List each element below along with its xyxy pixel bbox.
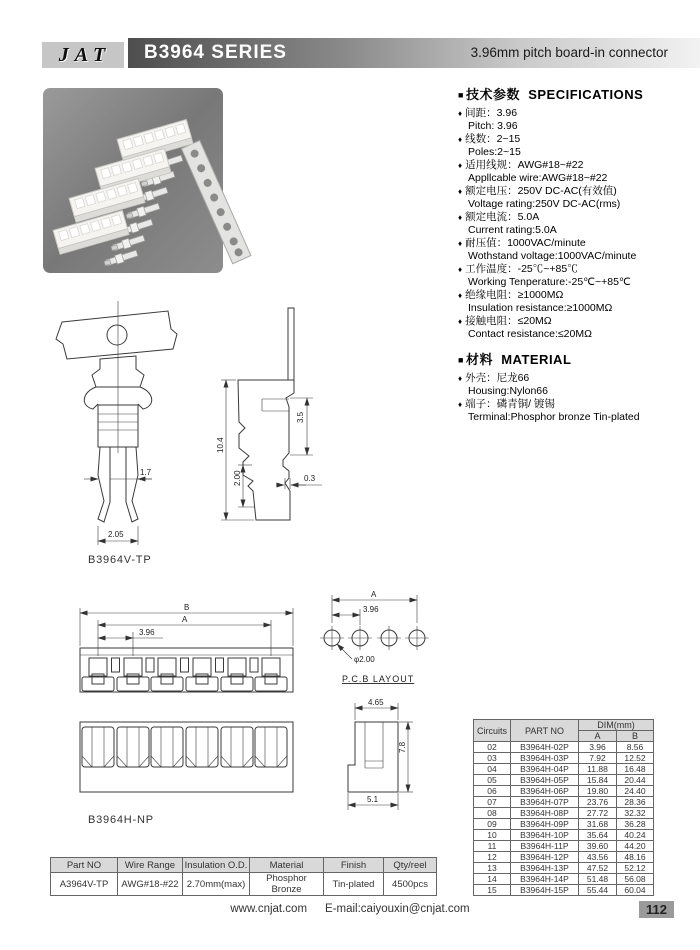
page-number-badge: 112 (639, 901, 674, 918)
material-heading: ■ 材料 MATERIAL (458, 352, 572, 367)
diamond-bullet-icon: ♦ (458, 213, 463, 222)
diamond-bullet-icon: ♦ (458, 317, 463, 326)
col-header-part-no: PART NO (511, 720, 579, 742)
dim-label: φ2.00 (354, 655, 375, 664)
spec-item: ♦ 端子：磷青铜/ 镀锡 Terminal:Phosphor bronze Tin-plated (458, 398, 640, 423)
dim-label: 5.1 (367, 795, 379, 804)
specifications-panel (458, 84, 700, 424)
col-header-wire-range: Wire Range (118, 858, 183, 873)
table-row: A3964V-TP AWG#18-#22 2.70mm(max) Phosphor Bronze Tin-plated 4500pcs (51, 873, 437, 896)
diamond-bullet-icon: ♦ (458, 135, 463, 144)
col-header-finish: Finish (324, 858, 384, 873)
product-photo (43, 88, 223, 273)
dim-label: 2.00 (233, 470, 242, 486)
table-row: 04 B3964H-04P 11.88 16.48 (474, 764, 654, 775)
series-title: B3964 SERIES (144, 42, 287, 63)
col-header-qty-reel: Qty/reel (384, 858, 437, 873)
specifications-heading: ■ 技术参数 SPECIFICATIONS (458, 87, 644, 102)
brand-logo-text: JAT (58, 43, 112, 66)
diamond-bullet-icon: ♦ (458, 291, 463, 300)
material-list (458, 372, 700, 423)
specifications-list (458, 107, 700, 340)
col-header-material: Material (250, 858, 324, 873)
dim-label: 2.05 (108, 530, 124, 539)
table-row: 13 B3964H-13P 47.52 52.12 (474, 863, 654, 874)
dim-label: 4.65 (368, 698, 384, 707)
diamond-bullet-icon: ♦ (458, 187, 463, 196)
table-row: 12 B3964H-12P 43.56 48.16 (474, 852, 654, 863)
diamond-bullet-icon: ♦ (458, 374, 463, 383)
table-row: 14 B3964H-14P 51.48 56.08 (474, 874, 654, 885)
pcb-layout-label: P.C.B LAYOUT (342, 674, 415, 684)
spec-item: ♦ 线数：2~15 Poles:2~15 (458, 133, 521, 158)
dim-label: 3.96 (363, 605, 379, 614)
footer (0, 903, 700, 915)
brand-logo (42, 42, 124, 68)
diamond-bullet-icon: ♦ (458, 265, 463, 274)
spec-item: ♦ 工作温度：-25℃~+85℃ Working Tenperature:-25℃~+85℃ (458, 263, 631, 288)
dim-label: 0.3 (304, 474, 316, 483)
pcb-layout-drawing (300, 590, 465, 830)
dim-label: A (371, 590, 377, 599)
square-bullet-icon: ■ (458, 355, 464, 365)
dim-label: 10.4 (216, 437, 225, 453)
housing-drawing-label: B3964H-NP (88, 814, 154, 826)
page-subtitle: 3.96mm pitch board-in connector (470, 45, 668, 60)
table-row: 09 B3964H-09P 31.68 36.28 (474, 819, 654, 830)
dim-label: 1.7 (140, 468, 152, 477)
table-row: 08 B3964H-08P 27.72 32.32 (474, 808, 654, 819)
square-bullet-icon: ■ (458, 90, 464, 100)
table-row: 06 B3964H-06P 19.80 24.40 (474, 786, 654, 797)
diamond-bullet-icon: ♦ (458, 400, 463, 409)
table-row: 11 B3964H-11P 39.60 44.20 (474, 841, 654, 852)
terminal-spec-table (50, 857, 437, 896)
diamond-bullet-icon: ♦ (458, 161, 463, 170)
spec-item: ♦ 接触电阻：≤20MΩ Contact resistance:≤20MΩ (458, 315, 592, 340)
terminal-drawing (40, 295, 340, 575)
spec-item: ♦ 适用线规：AWG#18~#22 Appllcable wire:AWG#18~#22 (458, 159, 608, 184)
table-row: 10 B3964H-10P 35.64 40.24 (474, 830, 654, 841)
spec-item: ♦ 绝缘电阻：≥1000MΩ Insulation resistance:≥1000MΩ (458, 289, 613, 314)
table-row: 03 B3964H-03P 7.92 12.52 (474, 753, 654, 764)
diamond-bullet-icon: ♦ (458, 239, 463, 248)
spec-item: ♦ 间距：3.96 Pitch: 3.96 (458, 107, 518, 132)
table-row: 02 B3964H-02P 3.96 8.56 (474, 742, 654, 753)
dim-label: 3.96 (139, 628, 155, 637)
dim-label: B (184, 603, 190, 612)
pcb-holes (320, 626, 429, 650)
col-header-circuits: Circuits (474, 720, 511, 742)
material-panel (458, 349, 700, 423)
col-header-part-no: Part NO (51, 858, 118, 873)
footer-email: E-mail:caiyouxin@cnjat.com (325, 903, 470, 915)
footer-website: www.cnjat.com (230, 903, 308, 915)
col-header-insulation-od: Insulation O.D. (183, 858, 250, 873)
table-row: 07 B3964H-07P 23.76 28.36 (474, 797, 654, 808)
table-row: 05 B3964H-05P 15.84 20.44 (474, 775, 654, 786)
col-header-b: B (617, 731, 654, 742)
diamond-bullet-icon: ♦ (458, 109, 463, 118)
circuits-table (473, 719, 654, 896)
housing-drawing (55, 600, 310, 830)
spec-item: ♦ 额定电压：250V DC-AC(有效值) Voltage rating:250V DC-AC(rms) (458, 185, 621, 210)
spec-item: ♦ 外壳：尼龙66 Housing:Nylon66 (458, 372, 548, 397)
dim-label: A (182, 615, 188, 624)
dim-label: 7.8 (398, 741, 407, 753)
spec-item: ♦ 额定电流：5.0A Current rating:5.0A (458, 211, 557, 236)
terminal-drawing-label: B3964V-TP (88, 554, 152, 566)
spec-item: ♦ 耐压值：1000VAC/minute Wothstand voltage:1000VAC/minute (458, 237, 637, 262)
table-row: 15 B3964H-15P 55.44 60.04 (474, 885, 654, 896)
dim-label: 3.5 (296, 411, 305, 423)
col-header-dim: DIM(mm) (579, 720, 654, 731)
col-header-a: A (579, 731, 617, 742)
